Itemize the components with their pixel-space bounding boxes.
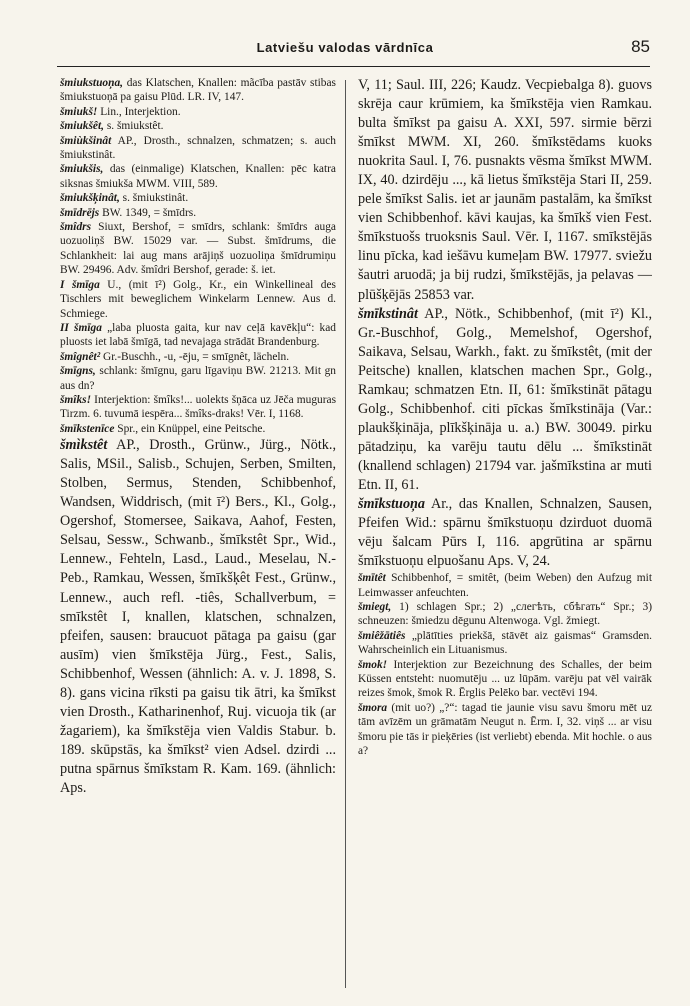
entry-text: AP., Drosth., Grünw., Jürg., Nötk., Salis, MSil., Salisb., Schujen, Serben, Smilten, Stolben, Sermus, Stenden, Schibbenhof, Wandsen, Widdrisch, (mit ī²) Bers., Kl., Golg., Ogershof, Stomersee, Saikava, Aahof, Festen, Selsau, Sessw., Schwanb., šmīkstêt Spr., Wid., Lennew., Fehteln, Lasd., Laud., Meselau, N.-Peb., Ramkau, Wessen, šmīkšķêt Fest., Grünw., Lennew., auch refl. -tiês, Schallverbum, = smīkstêt I, knallen, klatschen, schnalzen, pfeifen, sausen: braucuot pātaga pa gaisu (gar ausīm) vien šmīkstēja Jürg., Fest., Salis, Schibbenhof, Wessen (ähnlich: A. v. J. 1898, S. 8). gans vicina rīksti pa gaisu tik ātri, ka šmīkst vien Drosth., Katharinenhof, Ruj. vicuoja tik (ar žagariem), ka šmīkstēja vien Valdis Stabur. b. 189. skūpstās, ka šmīkst² vien Adsel. dzirdi ... putna spārnus šmīkstam R. Kam. 169. (ähnlich: Aps. [60, 437, 336, 796]
dictionary-entry [358, 629, 652, 658]
entry-headword: šmiêžātiês [358, 629, 406, 642]
entry-text: das (einmalige) Klatschen, Knallen: pēc katra siksnas šmiukša MWM. VIII, 589. [60, 163, 336, 190]
entry-text: Ar., das Knallen, Schnalzen, Sausen, Pfeifen Wid.: spārnu šmīkstuoņu dzirduot duomā vēju šalcam Pūrs I, 116. apgrūtina ar spārnu šmīkstuoņu elpuošanu Aps. V, 24. [358, 496, 652, 570]
dictionary-entry [60, 364, 336, 393]
right-column [358, 76, 652, 759]
dictionary-entry [60, 162, 336, 191]
dictionary-entry [60, 278, 336, 321]
dictionary-entry [60, 206, 336, 220]
entry-text: BW. 1349, = šmīdrs. [99, 206, 197, 219]
entry-text: Gr.-Buschh., -u, -ēju, = smīgnêt, lächeln. [100, 350, 290, 363]
dictionary-entry [358, 658, 652, 701]
entry-headword: šmîks! [60, 393, 92, 406]
entry-text: Interjektion zur Bezeichnung des Schalles, der beim Küssen entsteht: nuomutēju ... uz lūpām. varēju pat vēl vairāk reizes šmok, šmok R. Ērglis Pelēko bar. vectēvi 194. [358, 658, 652, 700]
entry-text: U., (mit ī²) Golg., Kr., ein Winkellineal des Tischlers mit beweglichem Winkelarm Lennew. Aus d. Schmiege. [60, 278, 336, 320]
entry-headword: I šmīga [60, 278, 100, 291]
dictionary-entry [60, 350, 336, 364]
entry-headword: šmīkstenīce [60, 422, 115, 435]
entry-headword: šmora [358, 701, 388, 714]
entry-text: 1) schlagen Spr.; 2) „слегѣть, сбѣгать“ Spr.; 3) schneuzen: šmiedzu dēgunu Altenwoga. Vgl. žmiegt. [358, 601, 652, 628]
entry-headword: šmiukšķinât, [60, 192, 120, 205]
dictionary-entry [358, 701, 652, 759]
entry-headword: šmītêt [358, 572, 386, 585]
dictionary-entry [358, 600, 652, 629]
column-divider [345, 80, 346, 988]
entry-headword: šmiukšêt, [60, 120, 104, 133]
dictionary-entry [60, 422, 336, 436]
dictionary-entry [60, 119, 336, 133]
entry-headword: šmiegt, [358, 601, 392, 614]
running-header [0, 37, 690, 64]
dictionary-entry [60, 321, 336, 350]
dictionary-entry [358, 305, 652, 495]
page-number: 85 [631, 37, 650, 56]
entry-headword: šmìkstêt [60, 437, 108, 454]
dictionary-entry [60, 105, 336, 119]
entry-headword: šmîgnêt² [60, 350, 101, 363]
entry-text: AP., Nötk., Schibbenhof, (mit ī²) Kl., Gr.-Buschhof, Golg., Memelshof, Ogershof, Saikava, Selsau, Warkh., fakt. zu šmīkstêt, (mit der Peitsche) knallen, klatschen machen Spr., Golg., Ramkau; schmatzen Etn. II, 61: šmīkstināt pātagu Golg., Schibbenhof. citi pīckas šmīkstināja (Var.: plaukšķināja, plīkšķināja u. a.) BW. 30049. pirku pātadziņu, ka varēju tautu dēlu ... šmīkstināt (knallend schlagen) 21794 var. jašmīkstina ar muti Etn. II, 61. [358, 305, 652, 493]
entry-text: s. šmiukstêt. [104, 120, 164, 133]
entry-text: „plātīties priekšā, stāvēt aiz gaismas“ Gramsden. Wahrscheinlich ein Lituanismus. [358, 629, 652, 657]
entry-text: V, 11; Saul. III, 226; Kaudz. Vecpiebalga 8). guovs skrēja caur krūmiem, ka šmīkstēja vien Ramkau. bulta šmīkst pa gaisu A. XXI, 597. sirmie bērzi šmīkst MWM. XI, 260. šmīkstēdams kuoks nuokrita Saul. I, 76. pusnakts vēsma šmīkst MWM. IX, 40. dzirdēju ..., kā lietus šmīkstēja Stari II, 259. pele šmīkst Salis. iet ar jaunām pastalām, ka šmīkst vien Schibbenhof. kāvi kaujas, ka šmīkš vien Fest. šmīkstuošs truoksnis Saul. Vēr. I, 1167. smīkstējās linu pīcka, kad iešāvu kumeļam BW. 17977. sviežu šautri aruodā; ja bij rudzi, šmīkstējās, ja pelavas — plūšķējās 25853 var. [358, 77, 652, 303]
entry-text: s. šmiukstinât. [119, 192, 189, 205]
entry-text: Spr., ein Knüppel, eine Peitsche. [114, 422, 266, 435]
entry-text: (mit uo?) „?“: tagad tie jaunie visu savu šmoru mēt uz tām avīzēm un grāmatām Neugut n. Ērm. I, 32. viņš ... ar visu šmoru pie tās ir pieķēries (ist verliebt) ebenda. Mit hochle. o aus a? [358, 701, 652, 758]
dictionary-entry [60, 393, 336, 422]
header-rule [57, 66, 650, 67]
entry-text: das Klatschen, Knallen: mãcība pastāv stibas šmiukstuoņā pa gaisu Plūd. LR. IV, 147. [60, 77, 336, 104]
entry-text: „laba pluosta gaita, kur nav ceļā kavēkļu“: kad pluosts iet labā šmīgā, tad nevajaga strādāt Brandenburg. [60, 321, 336, 349]
entry-text: AP., Drosth., schnalzen, schmatzen; s. auch šmiukstinât. [60, 134, 336, 162]
left-column [60, 76, 336, 798]
entry-text: Interjektion: šmîks!... uolekts šņāca uz Jēča muguras Tirzm. 6. tuvumā iespēra... šmîks-draks! Vēr. I, 1168. [60, 393, 336, 421]
entry-headword: šmīdrējs [60, 206, 100, 219]
dictionary-entry [60, 191, 336, 205]
entry-headword: šmīkstinât [358, 305, 418, 322]
dictionary-entry [60, 436, 336, 798]
entry-headword: šmīkstuoņa [358, 496, 426, 513]
dictionary-entry [358, 76, 652, 305]
entry-text: Schibbenhof, = smitêt, (beim Weben) den Aufzug mit Leimwasser anfeuchten. [358, 572, 652, 599]
entry-headword: šmiukstuoņa, [60, 77, 123, 89]
entry-headword: šmīgns, [60, 365, 96, 378]
entry-headword: šmîdrs [60, 221, 92, 234]
entry-text: Lin., Interjektion. [97, 105, 181, 118]
entry-headword: šmiukš! [60, 105, 98, 118]
entry-headword: šmok! [358, 658, 388, 671]
entry-headword: II šmīga [60, 321, 102, 334]
dictionary-entry [60, 76, 336, 105]
dictionary-entry [358, 495, 652, 571]
entry-text: Siuxt, Bershof, = smīdrs, schlank: šmīdrs auga uozuoliņš BW. 15029 var. — Subst. šmīdrums, die Schlankheit: lai aug mans arājiņš uozuoliņa šmīdrumiņu BW. 29496. Adv. šmîdri Bershof, gerade: š. iet. [60, 221, 336, 277]
running-title: Latviešu valodas vārdnīca [256, 40, 434, 55]
dictionary-entry [60, 220, 336, 278]
entry-headword: šmiukšis, [60, 163, 104, 176]
dictionary-entry [358, 571, 652, 600]
dictionary-entry [60, 134, 336, 163]
entry-headword: šmiùkšinât [60, 134, 112, 147]
entry-text: schlank: šmīgnu, garu līgaviņu BW. 21213. Mit gn aus dn? [60, 365, 336, 392]
